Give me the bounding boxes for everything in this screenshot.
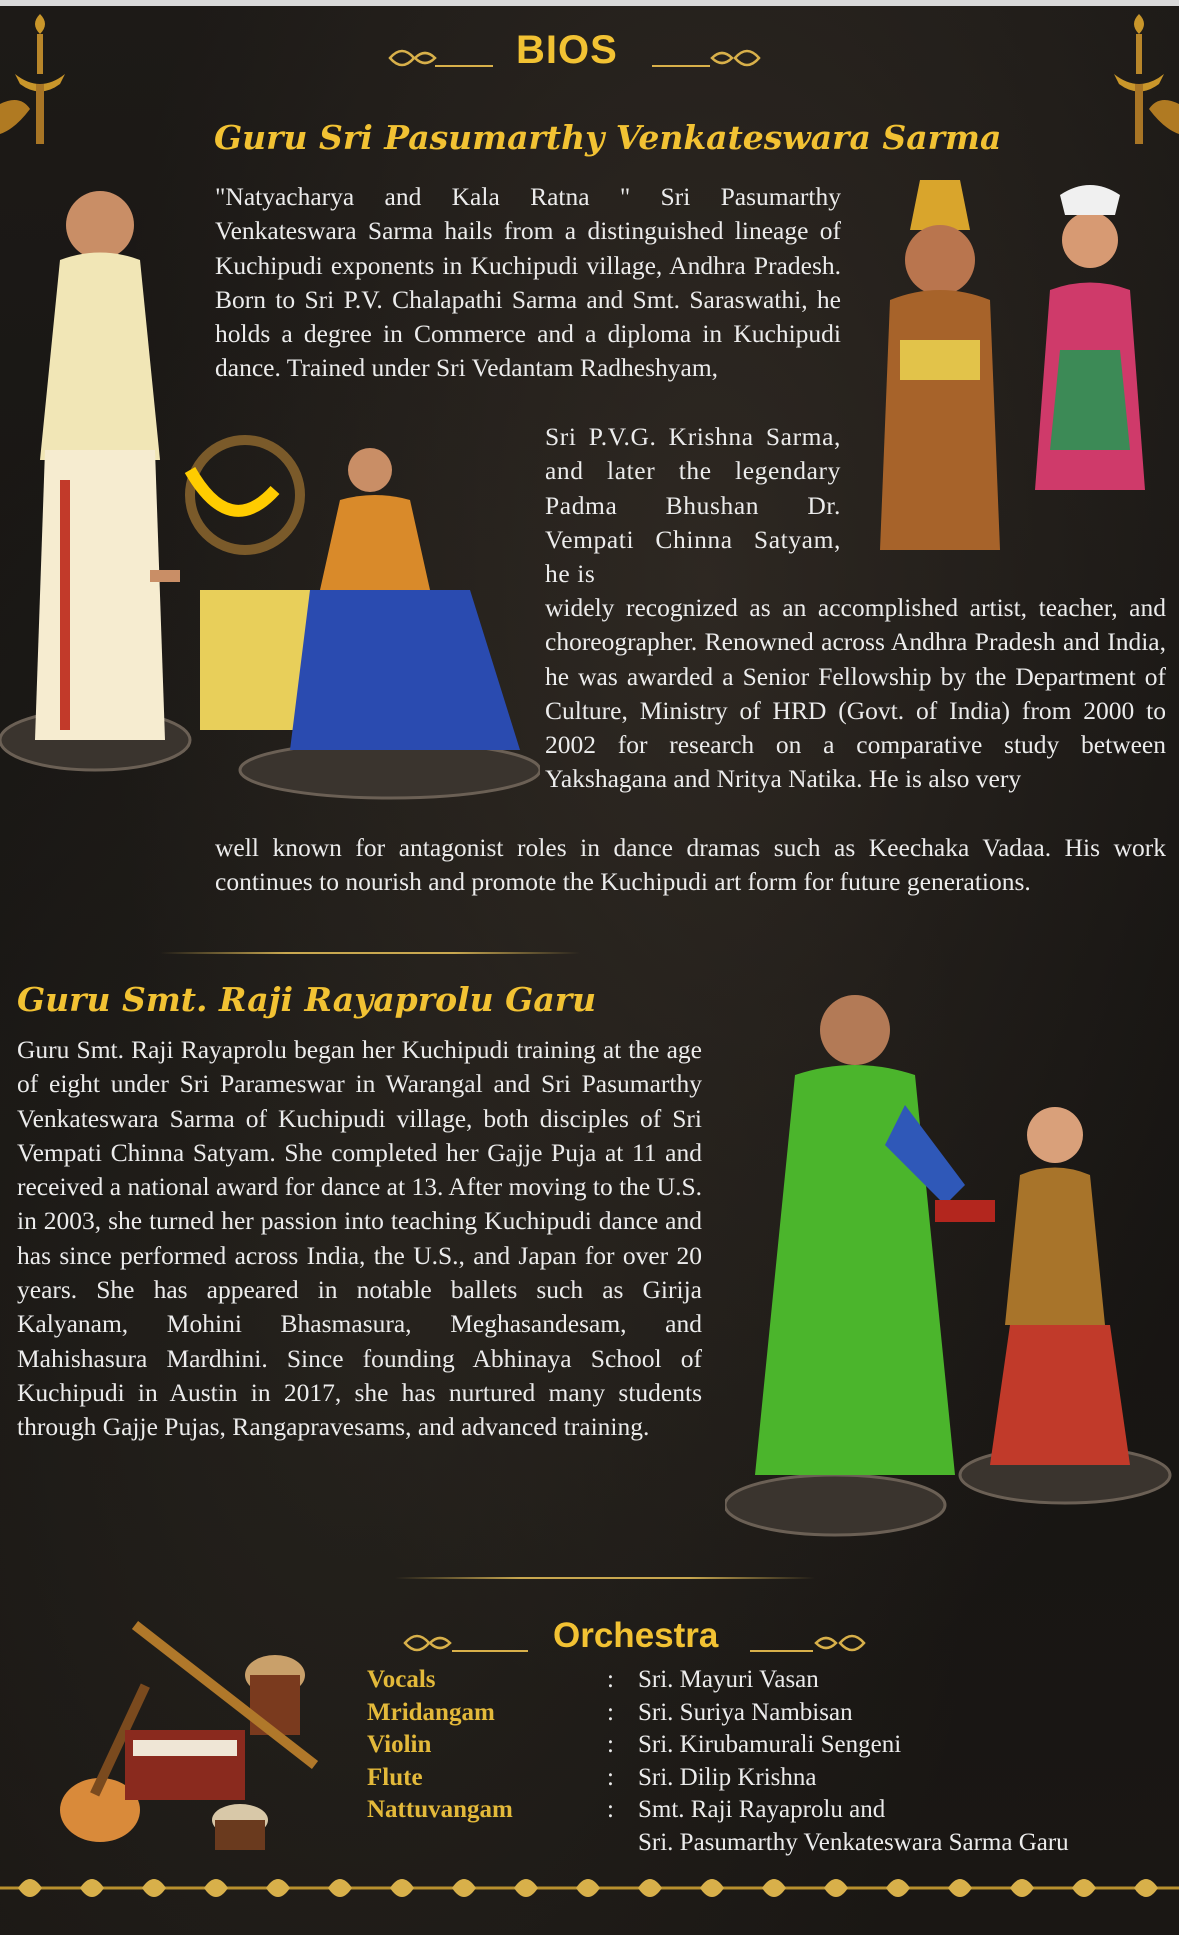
border-motif [390,1879,414,1897]
dancer-photo [160,430,540,800]
orchestra-row [367,1699,1167,1732]
ornamental-border-icon [0,1868,1179,1908]
orchestra-role: Nattuvangam [367,1796,513,1823]
top-edge [0,0,1179,6]
orchestra-name: Sri. Mayuri Vasan [638,1666,819,1693]
flourish-right-icon [650,40,770,76]
border-motif [700,1879,724,1897]
page-title: BIOS [516,28,618,72]
bio1-paragraph-d: well known for antagonist roles in dance dramas such as Keechaka Vadaa. His work continues to nourish and promote the Kuchipudi art form for future generations. [215,833,1166,897]
orchestra-row [367,1666,1167,1699]
border-motif [204,1879,228,1897]
orchestra-row [367,1796,1167,1829]
orchestra-role: Flute [367,1763,423,1791]
border-motif [886,1879,910,1897]
border-motif [18,1879,42,1897]
lamp-ornament-right-icon [1099,4,1179,154]
orchestra-role: Violin [367,1731,432,1758]
orchestra-title: Orchestra [553,1616,719,1655]
orchestra-row [367,1731,1167,1764]
border-motif [80,1879,104,1897]
orchestra-name: Sri. Suriya Nambisan [638,1698,853,1726]
orchestra-name: Sri. Dilip Krishna [638,1763,817,1791]
orchestra-colon: : [607,1666,614,1693]
orchestra-row [367,1764,1167,1797]
border-motif [1010,1879,1034,1897]
orchestra-role: Mridangam [367,1698,495,1726]
border-motif [948,1879,972,1897]
border-motif [452,1879,476,1897]
orchestra-flourish-left-icon [400,1625,530,1661]
orchestra-colon: : [607,1731,614,1758]
orchestra-name: Sri. Pasumarthy Venkateswara Sarma Garu [638,1828,1069,1856]
orchestra-name: Sri. Kirubamurali Sengeni [638,1731,902,1758]
bio1-paragraph-b: Sri P.V.G. Krishna Sarma, and later the legendary Padma Bhushan Dr. Vempati Chinna Satyam, he is [545,422,841,589]
drama-photo [860,180,1170,550]
divider-2 [395,1577,815,1579]
orchestra-row [367,1829,1167,1862]
flourish-left-icon [385,40,495,76]
bio1-paragraph-c: widely recognized as an accomplished artist, teacher, and choreographer. Renowned across Andhra Pradesh and India, he was awarded a Senior Fellowship by the Department of Culture, Ministry of HRD (Govt. of India) from 2000 to 2002 for research on a comparative study between Yakshagana and Nritya Natika. He is also very [545,593,1166,794]
border-motif [142,1879,166,1897]
border-motif [1072,1879,1096,1897]
bio2-paragraph: Guru Smt. Raji Rayaprolu began her Kuchipudi training at the age of eight under Sri Parameswar in Warangal and Sri Pasumarthy Venkateswara Sarma of Kuchipudi village, both disciples of Sri Vempati Chinna Satyam. She completed her Gajje Puja at 11 and received a national award for dance at 13. After moving to the U.S. in 2003, she turned her passion into teaching Kuchipudi dance and has since performed across India, the U.S., and Japan for over 20 years. She has appeared in notable ballets such as Girija Kalyanam, Mohini Bhasmasura, Meghasandesam, and Mahishasura Mardhini. Since founding Abhinaya School of Kuchipudi in Austin in 2017, she has nurtured many students through Gajje Pujas, Rangapravesams, and advanced training. [17,1035,702,1442]
border-motif [328,1879,352,1897]
border-motif [824,1879,848,1897]
orchestra-list [367,1666,1167,1861]
border-motif [762,1879,786,1897]
orchestra-colon: : [607,1796,614,1823]
guru-student-photo [725,985,1175,1555]
orchestra-flourish-right-icon [748,1625,873,1661]
border-motif [514,1879,538,1897]
bio2-title: Guru Smt. Raji Rayaprolu Garu [17,980,597,1019]
instruments-photo [45,1620,335,1860]
border-motif [266,1879,290,1897]
divider [160,952,580,954]
border-motif [638,1879,662,1897]
orchestra-name: Smt. Raji Rayaprolu and [638,1796,886,1823]
orchestra-role: Vocals [367,1666,436,1693]
border-motif [576,1879,600,1897]
bio1-paragraph-a: "Natyacharya and Kala Ratna " Sri Pasumarthy Venkateswara Sarma hails from a distinguished lineage of Kuchipudi exponents in Kuchipudi village, Andhra Pradesh. Born to Sri P.V. Chalapathi Sarma and Smt. Saraswathi, he holds a degree in Commerce and a diploma in Kuchipudi dance. Trained under Sri Vedantam Radheshyam, [215,182,841,383]
orchestra-colon: : [607,1698,614,1726]
lamp-ornament-left-icon [0,4,80,154]
orchestra-colon: : [607,1763,614,1791]
bio1-title: Guru Sri Pasumarthy Venkateswara Sarma [214,118,1002,157]
border-motif [1134,1879,1158,1897]
